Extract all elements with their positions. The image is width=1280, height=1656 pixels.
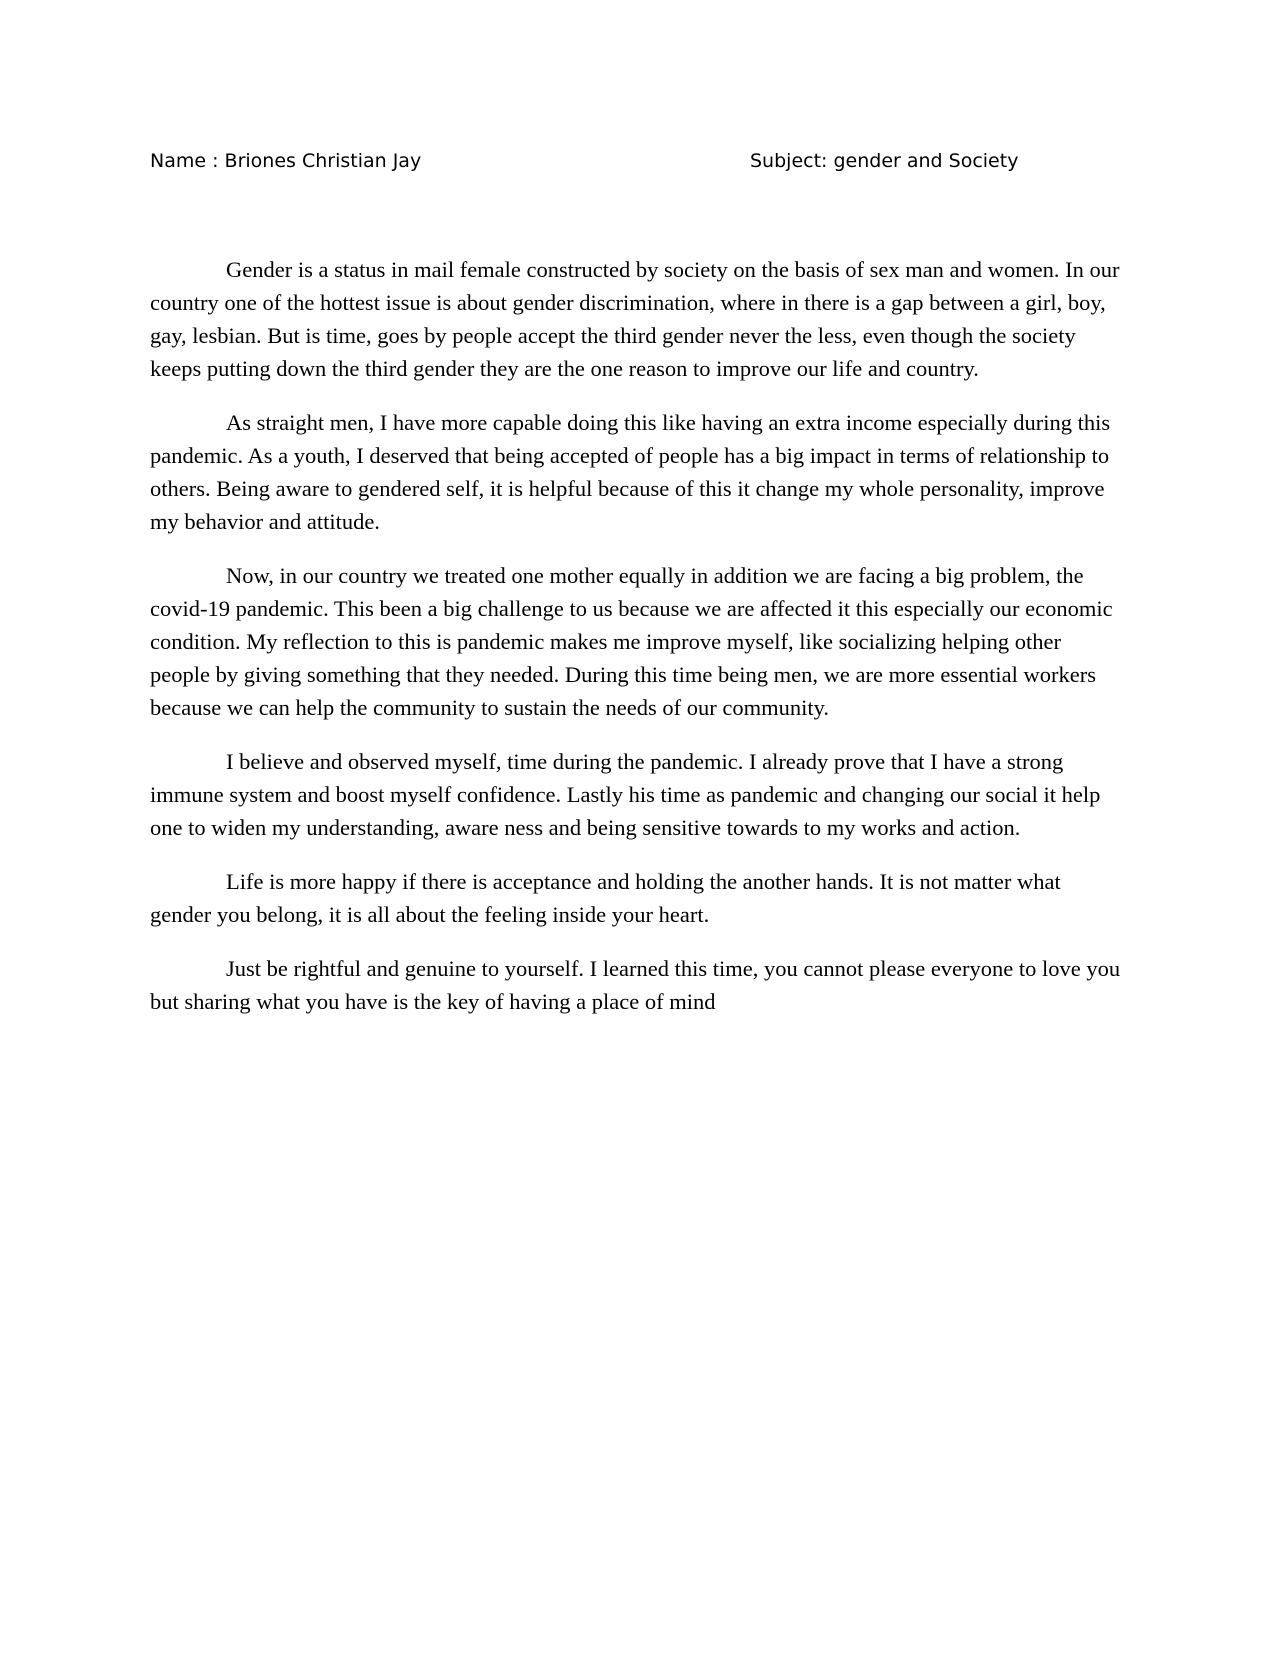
paragraph: I believe and observed myself, time during the pandemic. I already prove that I have a strong immune system and boost myself confidence. Lastly his time as pandemic and changing our social it help one to widen my understanding, aware ness and being sensitive towards to my works and action.	[150, 749, 1101, 840]
paragraph: Life is more happy if there is acceptance and holding the another hands. It is not matter what gender you belong, it is all about the feeling inside your heart.	[150, 869, 1061, 927]
student-name: Name : Briones Christian Jay	[150, 150, 422, 172]
paragraph: As straight men, I have more capable doing this like having an extra income especially during this pandemic. As a youth, I deserved that being accepted of people has a big impact in terms of relationship to others. Being aware to gendered self, it is helpful because of this it change my whole personality, improve my behavior and attitude.	[150, 410, 1111, 534]
paragraph: Just be rightful and genuine to yourself. I learned this time, you cannot please everyone to love you but sharing what you have is the key of having a place of mind	[150, 956, 1121, 1014]
subject-label: Subject: gender and Society	[750, 150, 1019, 172]
paragraph: Now, in our country we treated one mother equally in addition we are facing a big problem, the covid-19 pandemic. This been a big challenge to us because we are affected it this especially our economic condition. My reflection to this is pandemic makes me improve myself, like socializing helping other people by giving something that they needed. During this time being men, we are more essential workers because we can help the community to sustain the needs of our community.	[150, 563, 1113, 720]
essay-body	[150, 253, 1122, 1039]
document-header	[150, 150, 1130, 180]
paragraph: Gender is a status in mail female constructed by society on the basis of sex man and women. In our country one of the hottest issue is about gender discrimination, where in there is a gap between a girl, boy, gay, lesbian. But is time, goes by people accept the third gender never the less, even though the society keeps putting down the third gender they are the one reason to improve our life and country.	[150, 257, 1120, 381]
